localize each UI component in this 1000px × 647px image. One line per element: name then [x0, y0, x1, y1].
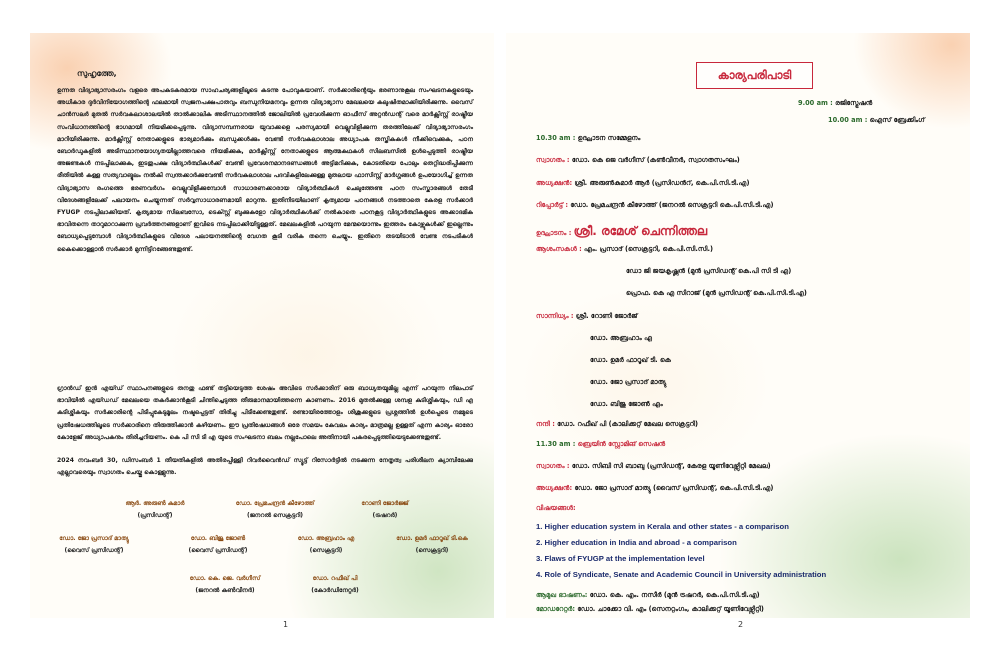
inaugurator-name: ശ്രീ. രമേശ് ചെന്നിത്തല	[573, 224, 708, 238]
vote-of-thanks-row	[536, 420, 698, 429]
brochure-page-2	[506, 33, 970, 618]
time-label: 10.30 am :	[536, 134, 576, 142]
event-label: ഐസ് ബ്രേക്കിംഗ്	[869, 116, 925, 124]
topic-item: 3. Flaws of FYUGP at the implementation level	[536, 554, 705, 563]
signatory-vice-president-2	[168, 533, 268, 557]
signatory-role: (ട്രഷറർ)	[372, 512, 398, 519]
signatory-role: (സെക്രട്ടറി)	[415, 547, 449, 554]
role-label: അധ്യക്ഷൻ:	[536, 484, 573, 492]
role-value: ഡോ. അബ്രഹാം എ	[590, 334, 653, 342]
moderator-row	[536, 605, 764, 614]
signatory-name: ഡോ. ബിജു ജോൺ	[190, 535, 246, 542]
role-value: എം. പ്രസാദ് (സെക്രട്ടറി, കെ.പി.സി.സി.)	[584, 245, 713, 253]
role-value: പ്രൊഫ. കെ എ സിറാജ് (മുൻ പ്രസിഡന്റ് കെ.പി.സി.ടി.എ)	[626, 289, 807, 297]
report-row	[536, 201, 773, 210]
role-value: ഡോ. ചാക്കോ വി. എം (സെനറ്റംഗം, കാലിക്കറ്റ് യൂണിവേഴ്സിറ്റി)	[577, 605, 764, 613]
role-value: ശ്രീ. റോണി ജോർജ്	[575, 312, 638, 320]
signatory-name: ആർ. അരുൺ കുമാർ	[125, 500, 185, 507]
signatory-name: ഡോ. ജോ പ്രസാദ് മാത്യു	[59, 535, 129, 542]
salutation: സുഹൃത്തേ,	[77, 69, 117, 78]
presence-row	[536, 312, 638, 321]
role-label: നന്ദി :	[536, 420, 555, 428]
introduction-row	[536, 591, 760, 600]
role-value: ഡോ ജി ജയകൃഷ്ണൻ (മുൻ പ്രസിഡന്റ് കെ.പി സി ടി എ)	[626, 267, 792, 275]
role-value: ഡോ. ജോ പ്രസാദ് മാത്യു	[590, 378, 667, 386]
role-value: ഡോ. റഫീഖ് പി (കാലിക്കറ്റ് മേഖല സെക്രട്ടറി)	[557, 420, 699, 428]
role-label: സ്വാഗതം :	[536, 462, 570, 470]
brochure-page-1	[30, 33, 494, 618]
signatory-secretary-1	[276, 533, 376, 557]
brainstorming-session-row	[536, 440, 665, 449]
signatory-role: (ജനറൽ കൺവീനർ)	[195, 587, 255, 594]
signatory-name: ഡോ. ഉമർ ഫാറൂഖ് ടി.കെ	[396, 535, 468, 542]
intro-paragraph: ഉന്നത വിദ്യാഭ്യാസരംഗം വളരെ അപകടകരമായ സാഹചര്യങ്ങളിലൂടെ കടന്നു പോവുകയാണ്. സർക്കാരിന്റെയും ഭരണാനുകൂല സംഘടനകളുടെയും അധികാര ദുർവിനിയോഗത്തിന്റെ ഫലമായി സ്വജനപക്ഷപാതവും ബന്ധുനിയമനവും ഉന്നത വിദ്യാഭ്യാസ മേഖലയെ കലുഷിതമാക്കിയിരിക്കുന്നു. വൈസ് ചാൻസലർ മുതൽ സർവകലാശാലയിൽ താൽക്കാലിക അടിസ്ഥാനത്തിൽ ജോലിയിൽ പ്രവേശിക്കുന്ന ഓഫീസ് അറ്റൻഡന്റ് വരെ മാർക്സിസ്റ്റ് രാഷ്ട്രീയ സംവിധാനത്തിന്റെ ഭാഗമായി നിയമിക്കപ്പെടുന്നു. വിദ്യാസമ്പന്നരായ യുവാക്കളെ പരസ്യമായി വെല്ലുവിളിക്കുന്ന തരത്തിലേക്ക് വിദ്യാഭ്യാസരംഗം മാറിയിരിക്കുന്നു. മാർക്സിസ്റ്റ് നേതാക്കളുടെ ഭാര്യമാർക്കും ബന്ധുക്കൾക്കും വേണ്ടി സർവകലാശാല അധ്യാപക തസ്തികകൾ നീക്കിവെക്കുക, പഠന ബോർഡുകളിൽ അടിസ്ഥാനയോഗ്യതയില്ലാത്തവരെ നിയമിക്കുക, മാർക്സിസ്റ്റ് നേതാക്കളുടെ ആത്മകഥകൾ സിലബസിൽ ഉൾപ്പെടുത്തി രാഷ്ട്രീയ അജണ്ടകൾ നടപ്പിലാക്കുക, ഇടതുപക്ഷ വിദ്യാർത്ഥികൾക്ക് വേണ്ടി പ്രവേശനമാനദണ്ഡങ്ങൾ അട്ടിമറിക്കുക, കോടതിയെ പോലും തെറ്റിദ്ധരിപ്പിക്കുന്ന രീതിയിൽ കള്ള സത്യവാങ്മൂലം നൽകി സ്വന്തക്കാർക്കുവേണ്ടി സർവകലാശാല പദവികളിലേക്കുള്ള മുതലായ ഫാസിസ്റ്റ് മാർഗ്ഗങ്ങൾ ഉപയോഗിച്ച് ഉന്നത വിദ്യാഭ്യാസ രംഗത്തെ ഭരണവർഗം വെല്ലുവിളിക്കുമ്പോൾ സാധാരണക്കാരായ വിദ്യാർത്ഥികൾ ചെലുത്തേണ്ട പഠന സംസ്കാരങ്ങൾ തേടി വിദേശങ്ങളിലേക്ക് പലായനം ചെയ്യുന്നത് സർവ്വസാധാരണമായി മാറുന്നു. ഇതിനിടയിലാണ് കൃത്യമായ പഠനങ്ങൾ നടത്താതെ കേരള സർക്കാർ FYUGP നടപ്പിലാക്കിയത്. കൃത്യമായ സിലബസോ, ടെക്സ്റ്റ് ബുക്കുകളോ വിദ്യാർത്ഥികൾക്ക് നൽകാതെ പഠനകൂട്ട വിദ്യാർത്ഥികളുടെ അക്കാദമിക ഭാവിതന്നെ താറുമാറാക്കുന്ന പ്രവർത്തനങ്ങളാണ് ഇവിടെ നടപ്പിലാക്കിയിട്ടുള്ളത്. മേഖലകളിൽ പറയുന്ന മേന്മയൊന്നും ഇത്തരം കോഴ്സുകൾക്ക് ഇല്ലെന്നും ബോധ്യപ്പെടുമ്പോൾ വിദ്യാർത്ഥികളുടെ വിദേശ പലായനത്തിന്റെ വേഗത കൂടി വരിക തന്നെ ചെയ്യും. ഇതിനെ തടയിടാൻ വേണ്ട നടപടികൾ കൈക്കൊള്ളാൻ സർക്കാർ മുന്നിട്ടിറങ്ങേണ്ടതുണ്ട്.	[57, 87, 473, 253]
role-value: ഡോ. പ്രേമചന്ദ്രൻ കീഴോത്ത് (ജനറൽ സെക്രട്ടറി കെ.പി.സി.ടി.എ)	[570, 201, 774, 209]
registration-row	[798, 99, 872, 108]
role-value: ഡോ. സിബി സി ബാബു (പ്രസിഡന്റ്, കേരള യൂണിവേഴ്സിറ്റി മേഖല)	[571, 462, 771, 470]
signatory-name: ഡോ. പ്രേമചന്ദ്രൻ കീഴോത്ത്	[235, 500, 315, 507]
inaugural-session-row	[536, 134, 640, 143]
role-value: ശ്രീ. അരുൺകുമാർ ആർ (പ്രസിഡൻറ്, കെ.പി.സി.ടി.എ)	[574, 179, 750, 187]
role-label: സ്വാഗതം :	[536, 156, 570, 164]
presence-row	[590, 378, 666, 387]
signatory-name: ഡോ. അബ്രഹാം എ	[297, 535, 355, 542]
event-label: രജിസ്ട്രേഷൻ	[835, 99, 873, 107]
felicitation-row	[536, 245, 713, 254]
signatory-coordinator	[285, 573, 385, 597]
role-label: ആമുഖ ഭാഷണം:	[536, 591, 588, 599]
event-label: ബ്രെയിൻ സ്റ്റോമിങ് സെഷൻ	[577, 440, 666, 448]
camp-invitation-paragraph: 2024 നവംബർ 30, ഡിസംബർ 1 തീയതികളിൽ അതിരപ്പിള്ളി റിവർവൈൻഡ് സ്യൂട്ട് റിസോർട്ടിൽ നടക്കുന്ന നേതൃത്വ പരിശീലന ക്യാമ്പിലേക്കു എല്ലാവരെയും സ്വാഗതം ചെയ്തു കൊള്ളുന്നു.	[57, 457, 473, 477]
time-label: 11.30 am :	[536, 440, 576, 448]
welcome-row-2	[536, 462, 771, 471]
role-value: ഡോ. കെ ജെ വർഗീസ് (കൺവീനർ, സ്വാഗതസംഘം)	[571, 156, 740, 164]
role-value: ഡോ. ബിജു ജോൺ എം	[590, 400, 663, 408]
signatory-vice-president-1	[38, 533, 150, 557]
chair-row	[536, 179, 750, 188]
role-label: വിഷയങ്ങൾ:	[536, 504, 576, 512]
signatory-name: ഡോ. റഫീഖ് പി	[312, 575, 358, 582]
programme-title: കാര്യപരിപാടി	[696, 62, 813, 89]
felicitation-row	[626, 289, 807, 298]
role-value: ഡോ. ഉമർ ഫാറൂഖ് ടി. കെ	[590, 356, 671, 364]
time-label: 9.00 am :	[798, 99, 833, 107]
welcome-row	[536, 156, 740, 165]
signatory-role: (ജനറൽ സെക്രട്ടറി)	[246, 512, 304, 519]
funding-paragraph: ഗ്രാൻഡ് ഇൻ എയ്ഡ് സ്ഥാപനങ്ങളുടെ തനതു ഫണ്ട് തട്ടിയെടുത്ത ശേഷം അവിടെ സർക്കാരിന് ഒരു ബാധ്യതയുമില്ല എന്ന് പറയുന്ന നിലപാട് ഭാവിയിൽ എയ്ഡഡ് മേഖലയെ തകർക്കാൻകൂടി ചിന്തിച്ചെടുത്ത തീരുമാനമായിത്തന്നെ കാണണം. 2016 മുതൽക്കുള്ള ശമ്പള കുടിശ്ശികയും, ഡി എ കുടിശ്ശികയും സർക്കാരിന്റെ പിടിപ്പുകേടുമൂലം നഷ്ടപ്പെട്ടത് തിരിച്ചു പിടിക്കേണ്ടതുണ്ട്. രണ്ടായിരത്തോളം ശിശുക്കളുടെ പ്രശ്നത്തിൽ ഉൾപ്പെടെ നമ്മുടെ പ്രതിഷേധത്തിലൂടെ സർക്കാരിനെ തിരുത്തിക്കാൻ കഴിയണം. ഈ പ്രതിഷേധങ്ങൾ ഒരേ സമയം കേവലം കാര്യം മാത്രമല്ല ഉള്ളത് എന്ന കാര്യം ഓരോ കോളേജ് അധ്യാപകനും തിരിച്ചറിയണം. കെ പി സി ടി എ യുടെ സംഘടനാ ബലം നല്ലപോലെ അതിനായി പകരപ്പെടുത്തിയെടുക്കേണ്ടതുണ്ട്.	[57, 385, 473, 441]
topic-item: 1. Higher education system in Kerala and other states - a comparison	[536, 522, 789, 531]
topic-item: 2. Higher education in India and abroad - a comparison	[536, 538, 737, 547]
signatory-general-secretary	[210, 498, 340, 522]
ice-breaking-row	[828, 116, 925, 125]
signatory-role: (പ്രസിഡന്റ്)	[137, 512, 173, 519]
presence-row	[590, 356, 671, 365]
chair-row-2	[536, 484, 773, 493]
role-label: റിപ്പോർട്ട് :	[536, 201, 569, 209]
time-label: 10.00 am :	[828, 116, 868, 124]
signatory-role: (വൈസ് പ്രസിഡന്റ്)	[64, 547, 124, 554]
role-value: ഡോ. ജോ പ്രസാദ് മാത്യു (വൈസ് പ്രസിഡന്റ്, കെ.പി.സി.ടി.എ)	[574, 484, 774, 492]
role-value: ഡോ. കെ. എം. നസീർ (മുൻ ട്രഷറർ, കെ.പി.സി.ടി.എ)	[589, 591, 760, 599]
inauguration-row	[536, 224, 707, 239]
role-label: ആശംസകൾ :	[536, 245, 582, 253]
signatory-president	[100, 498, 210, 522]
presence-row	[590, 334, 652, 343]
role-label: സാന്നിധ്യം :	[536, 312, 574, 320]
page-number-1: 1	[283, 620, 289, 629]
signatory-treasurer	[340, 498, 430, 522]
role-label: ഉദ്ഘാടനം :	[536, 229, 572, 237]
signatory-general-convener	[170, 573, 280, 597]
role-label: മോഡറേറ്റർ:	[536, 605, 576, 613]
signatory-name: ഡോ. കെ. ജെ. വർഗീസ്	[189, 575, 261, 582]
signatory-name: റോണി ജോർജ്ജ്	[361, 500, 409, 507]
page-number-2: 2	[738, 620, 744, 629]
topic-item: 4. Role of Syndicate, Senate and Academic Council in University administration	[536, 570, 827, 579]
presence-row	[590, 400, 663, 409]
signatory-secretary-2	[376, 533, 488, 557]
topics-heading	[536, 504, 576, 513]
felicitation-row	[626, 267, 791, 276]
signatory-role: (വൈസ് പ്രസിഡന്റ്)	[188, 547, 248, 554]
event-label: ഉദ്ഘാടന സമ്മേളനം	[577, 134, 641, 142]
signatory-role: (സെക്രട്ടറി)	[309, 547, 343, 554]
signatory-role: (കോർഡിനേറ്റർ)	[311, 587, 359, 594]
role-label: അധ്യക്ഷൻ:	[536, 179, 573, 187]
